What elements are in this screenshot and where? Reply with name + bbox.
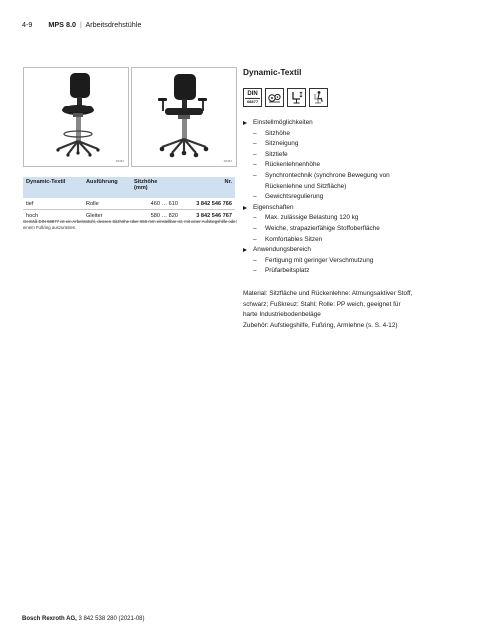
table-cell: 460 … 610 — [131, 198, 181, 210]
list-item: – Sitzhöhe — [253, 129, 290, 137]
material-line: harte Industriebodenbeläge — [243, 311, 321, 319]
page-footer — [22, 616, 145, 622]
column-header: Nr. — [181, 177, 235, 198]
list-item: – Sitzneigung — [253, 140, 299, 148]
table-row — [23, 198, 235, 210]
page-header — [22, 20, 141, 29]
chair-ergonomics-icon — [309, 88, 328, 107]
header-separator: | — [79, 20, 82, 29]
product-name: MPS 8.0 — [48, 20, 76, 29]
list-group-heading: Einstellmöglichkeiten — [243, 118, 465, 129]
product-title: Dynamic-Textil — [243, 67, 302, 77]
feature-list — [243, 118, 465, 277]
din-68877-icon — [243, 88, 262, 107]
list-group-heading: Eigenschaften — [243, 203, 465, 214]
photo-code: 38483 — [115, 159, 124, 163]
din-label: DIN — [247, 91, 258, 97]
list-item: – Komfortables Sitzen — [253, 235, 323, 243]
list-item: – Gewichtsregulierung — [253, 193, 324, 201]
list-item: – Rückenlehnenhöhe — [253, 161, 321, 169]
product-photo-low-chair — [131, 67, 237, 167]
bullet-triangle-icon — [243, 248, 247, 252]
column-header-line: Sitzhöhe (mm) — [134, 179, 158, 191]
column-header: Ausführung — [83, 177, 131, 198]
list-item: – Synchrontechnik (synchrone Bewegung von — [253, 171, 390, 179]
list-group-heading: Anwendungsbereich — [243, 245, 465, 256]
list-item: – Fertigung mit geringer Verschmutzung — [253, 256, 374, 264]
table-cell: Rolle — [83, 198, 131, 210]
list-item: – Prüfarbeitsplatz — [253, 267, 310, 275]
document-number: 3 842 538 280 (2021-08) — [78, 616, 145, 622]
table-cell: 580 … 820 — [131, 210, 181, 222]
feature-icons — [243, 88, 328, 107]
din-number: 68877 — [246, 99, 259, 104]
variant-table — [23, 177, 235, 222]
chair-low-illustration — [132, 68, 236, 166]
bullet-triangle-icon — [243, 121, 247, 125]
list-item: – Max. zulässige Belastung 120 kg — [253, 214, 359, 222]
accessories-line: Zubehör: Aufstiegshilfe, Fußring, Armlehne (s. S. 4-12) — [243, 321, 398, 329]
din-note: Gemäß DIN 68877 ist ein Arbeitsstuhl, dessen Sitzhöhe über 650 mm einstellbar ist, mit einer Aufstiegshilfe oder einem Fußring auszurüsten. — [23, 219, 237, 230]
section-title: Arbeitsdrehstühle — [85, 20, 142, 29]
gear-mechanism-icon — [265, 88, 284, 107]
list-item: – Sitztiefe — [253, 150, 288, 158]
material-line: schwarz; Fußkreuz: Stahl; Rolle: PP weich, geeignet für — [243, 300, 401, 308]
company-name: Bosch Rexroth AG, — [22, 616, 77, 622]
list-item: – Weiche, strapazierfähige Stoffoberfläche — [253, 224, 380, 232]
part-number: 3 842 546 766 — [181, 198, 235, 210]
seat-adjust-icon — [287, 88, 306, 107]
list-item-continuation: Rückenlehne und Sitzfläche) — [265, 182, 347, 190]
column-header: Dynamic-Textil — [23, 177, 83, 198]
page-number: 4-9 — [22, 20, 33, 29]
table-header-row — [23, 177, 235, 198]
material-line: Material: Sitzfläche und Rückenlehne: Atmungsaktiver Stoff, — [243, 290, 413, 297]
photo-code: 38484 — [223, 159, 232, 163]
bullet-triangle-icon — [243, 206, 247, 210]
column-header-seat-height — [131, 177, 181, 198]
material-description — [243, 289, 465, 331]
product-photo-high-chair — [23, 67, 129, 167]
part-number: 3 842 546 767 — [181, 210, 235, 222]
chair-high-illustration — [24, 68, 128, 166]
table-cell: tief — [23, 198, 83, 210]
table-cell: Gleiter — [83, 210, 131, 222]
table-cell: hoch — [23, 210, 83, 222]
